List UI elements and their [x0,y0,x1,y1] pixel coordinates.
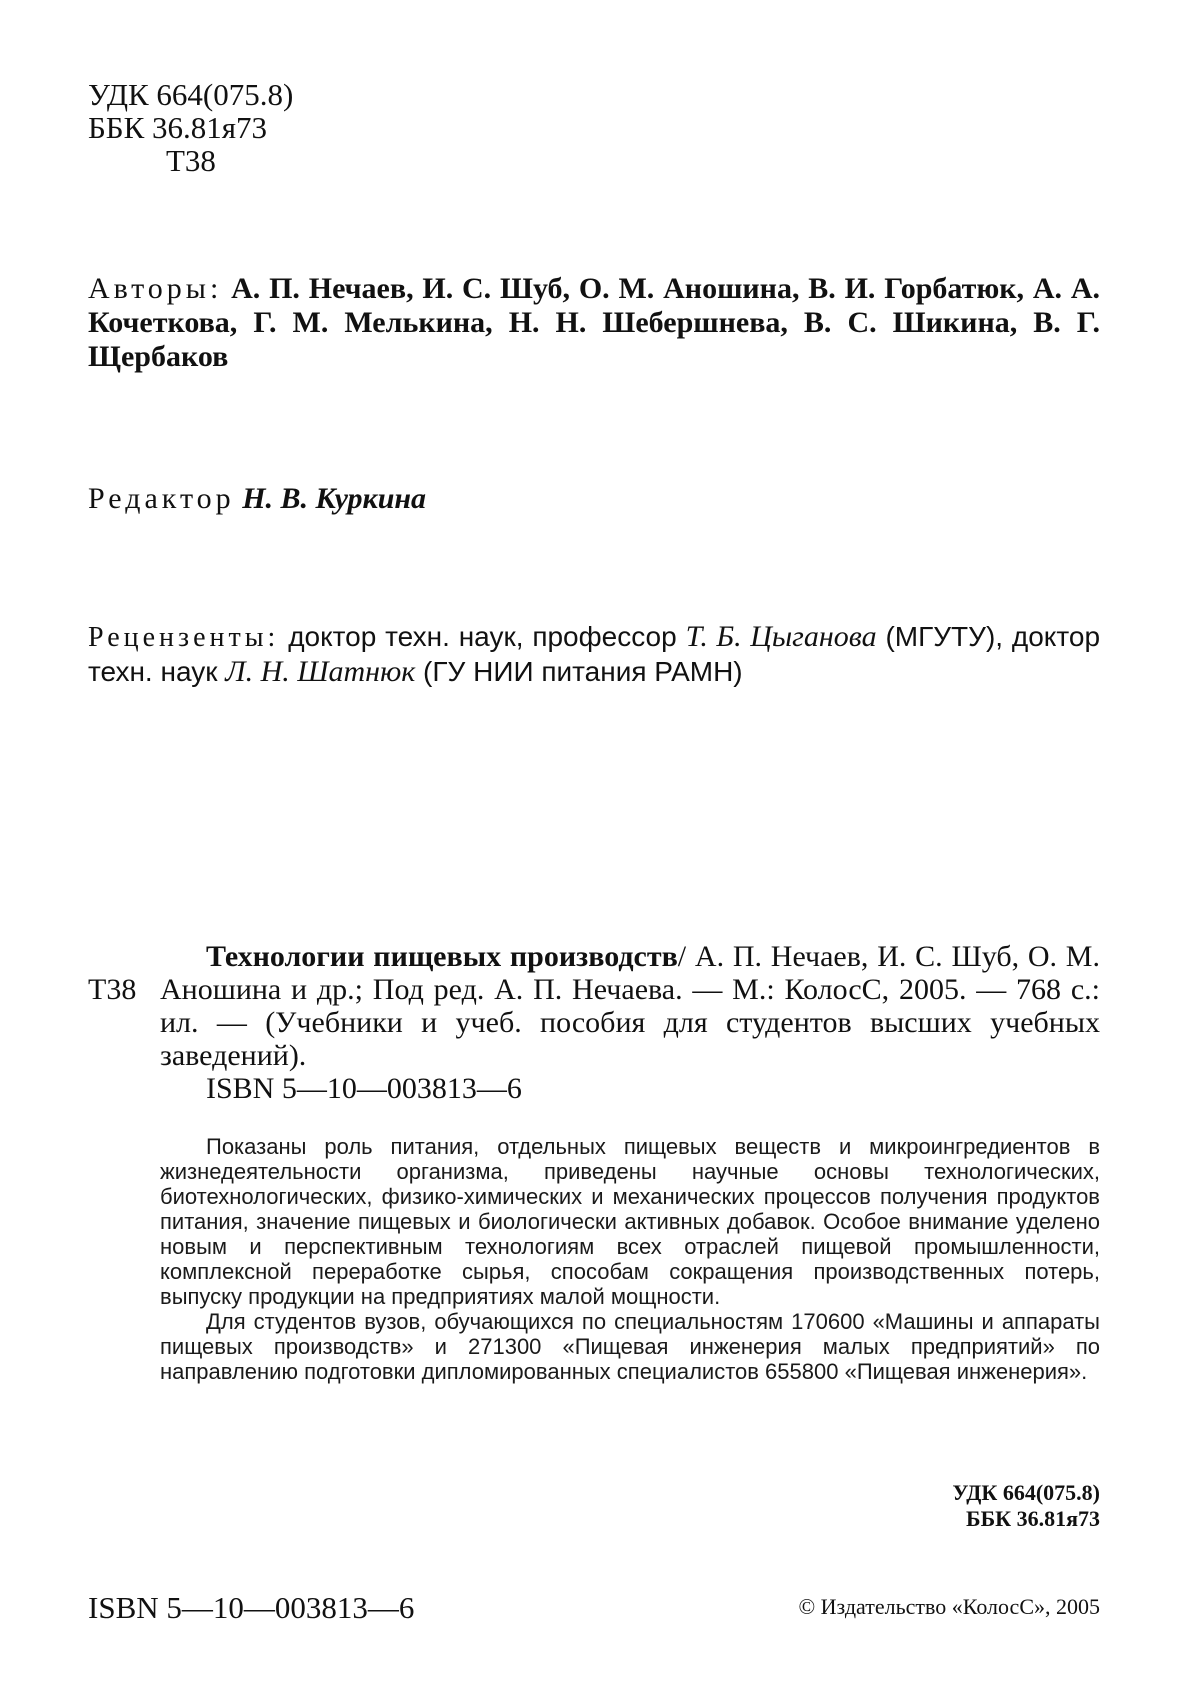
reviewer-1-name: Т. Б. Цыганова [685,620,877,653]
bbk-code-right: ББК 36.81я73 [966,1506,1100,1531]
bbk-code: ББК 36.81я73 [88,110,268,145]
editor-label: Редактор [88,482,235,515]
udk-code: УДК 664(075.8) [88,77,294,112]
udk-code-right: УДК 664(075.8) [952,1480,1100,1505]
authors-block [88,272,1100,374]
editor-block [88,482,426,516]
classification-right [952,1480,1100,1532]
authors-label: Авторы: [88,272,223,305]
reviewer-2-title: (МГУТУ), доктор техн. наук [88,621,1101,687]
book-imprint: / А. П. Нечаев, И. С. Шуб, О. М. Аношина и др.; Под ред. А. П. Нечаева. — М.: КолосС, 2005. — 768 с.: ил. — (Учебники и учеб. пособия для студентов высших учебных заведений). [160,940,1100,1072]
book-title: Технологии пищевых производств [206,940,678,973]
reviewer-1-title: доктор техн. наук, профессор [288,621,677,652]
editor-name: Н. В. Куркина [242,482,427,515]
footer-isbn: ISBN 5—10—003813—6 [88,1590,415,1625]
catalog-description [160,940,1100,1072]
authors-list: А. П. Нечаев, И. С. Шуб, О. М. Аношина, В. И. Горбатюк, А. А. Кочеткова, Г. М. Мелькина, Н. Н. Шебершнева, В. С. Шикина, В. Г. Щербаков [88,272,1100,373]
reviewers-label: Рецензенты: [88,622,280,653]
catalog-isbn: ISBN 5—10—003813—6 [206,1072,522,1105]
copyright: © Издательство «КолосС», 2005 [798,1594,1100,1619]
abstract [160,1134,1100,1384]
abstract-paragraph-1: Показаны роль питания, отдельных пищевых веществ и микроингредиентов в жизнедеятельности организма, приведены научные основы технологических, биотехнологических, физико-химических и механических процессов получения продуктов питания, значение пищевых и биологически активных добавок. Особое внимание уделено новым и перспективным технологиям всех отраслей пищевой промышленности, комплексной переработке сырья, способам сокращения производственных потерь, выпуску продукции на предприятиях малой мощности. [160,1134,1100,1309]
author-mark-code: Т38 [166,143,216,178]
catalog-code: Т38 [88,973,137,1006]
reviewers-block [88,620,1100,689]
abstract-paragraph-2: Для студентов вузов, обучающихся по специальностям 170600 «Машины и аппараты пищевых производств» и 271300 «Пищевая инженерия малых предприятий» по направлению подготовки дипломированных специалистов 655800 «Пищевая инженерия». [160,1309,1100,1384]
catalog-record [88,940,1100,1105]
reviewer-2-org: (ГУ НИИ питания РАМН) [423,656,743,687]
reviewer-2-name: Л. Н. Шатнюк [225,655,416,688]
classification-codes [88,78,293,177]
